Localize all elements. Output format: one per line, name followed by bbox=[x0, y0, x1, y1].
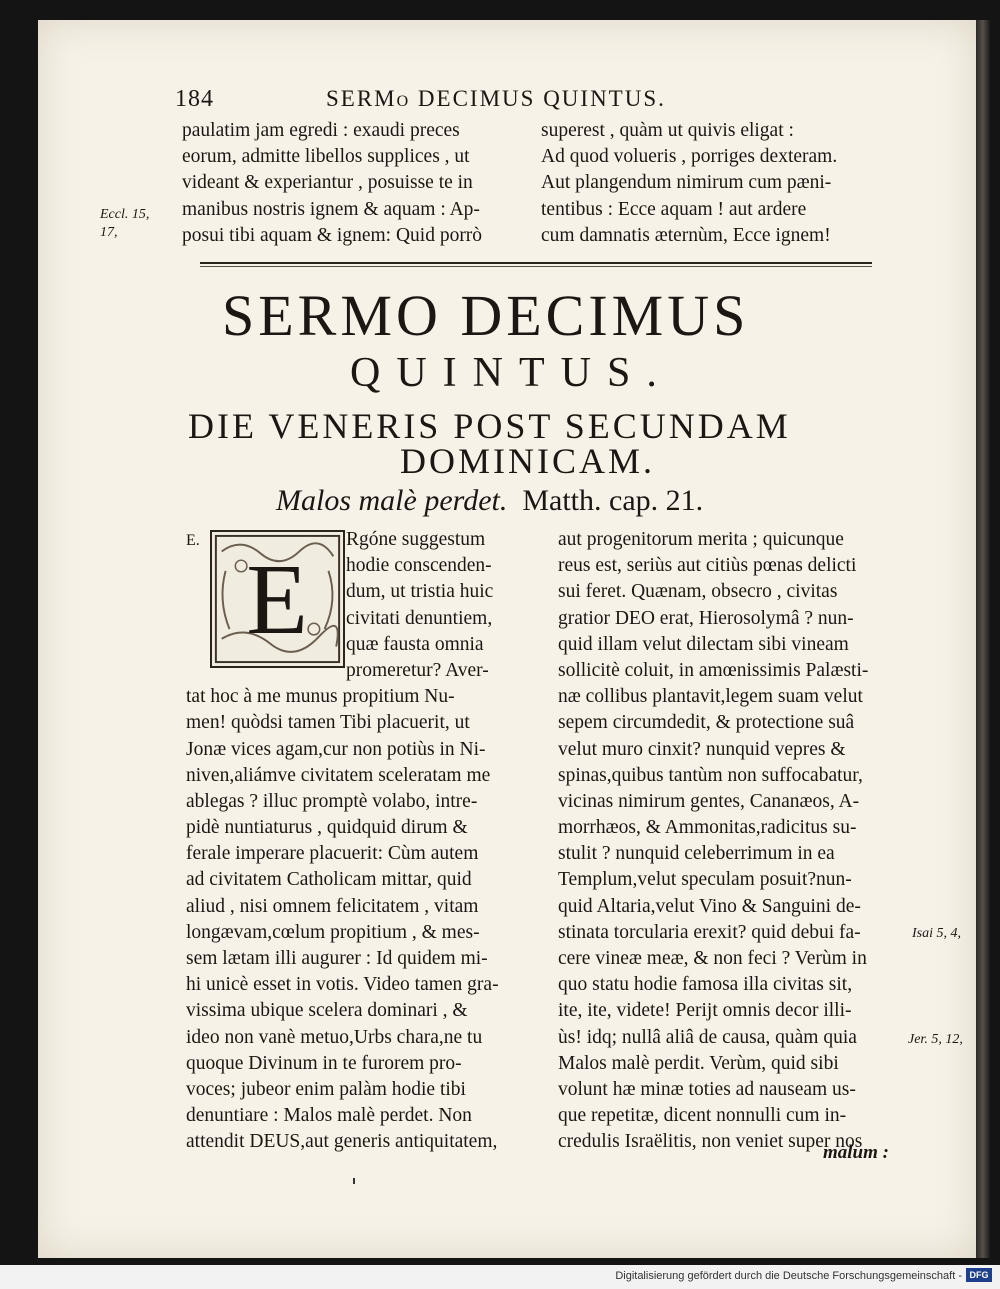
margin-note-eccl: Eccl. 15, 17, bbox=[100, 207, 150, 240]
text-line: reus est, seriùs aut citiùs pœnas delicti bbox=[558, 555, 857, 577]
text-line: aut progenitorum merita ; quicunque bbox=[558, 529, 844, 550]
text-line: ite, ite, videte! Perijt omnis decor illi- bbox=[558, 1000, 852, 1022]
text-line: quoque Divinum in te furorem pro- bbox=[186, 1052, 462, 1074]
text-line: stulit ? nunquid celeberrimum in ea bbox=[558, 843, 835, 865]
body-left-column bbox=[186, 527, 536, 1156]
text-line: promeretur? Aver- bbox=[346, 659, 489, 681]
text-line: eorum, admitte libellos supplices , ut bbox=[182, 146, 470, 168]
margin-note-isai: Isai 5, 4, bbox=[912, 926, 961, 941]
text-line: vissima ubique scelera dominari , & bbox=[186, 1000, 468, 1022]
running-title: SERMo DECIMUS QUINTUS. bbox=[326, 86, 666, 111]
text-line: posui tibi aquam & ignem: Quid porrò bbox=[182, 224, 483, 246]
text-line: næ collibus plantavit,legem suam velut bbox=[558, 686, 863, 708]
text-line: Rgóne suggestum bbox=[346, 529, 486, 550]
text-line: Templum,velut speculam posuit?nun- bbox=[558, 869, 852, 891]
sermon-subtitle: DIE VENERIS POST SECUNDAM bbox=[188, 406, 791, 446]
text-line: ablegas ? illuc promptè volabo, intre- bbox=[186, 790, 478, 812]
text-line: ùs! idq; nullâ aliâ de causa, quàm quia bbox=[558, 1026, 857, 1048]
text-line: cere vineæ meæ, & non feci ? Verùm in bbox=[558, 948, 867, 969]
sermon-title-2: QUINTUS. bbox=[350, 350, 673, 396]
text-line: sem lætam illi augurer : Id quidem mi- bbox=[186, 948, 488, 969]
text-line: gratior DEO erat, Hierosolymâ ? nun- bbox=[558, 607, 854, 629]
page-edge bbox=[976, 20, 990, 1258]
margin-note-jer: Jer. 5, 12, bbox=[908, 1032, 963, 1047]
text-line: superest , quàm ut quivis eligat : bbox=[541, 120, 794, 141]
text-line: Malos malè perdit. Verùm, quid sibi bbox=[558, 1052, 839, 1074]
catchword: malum : bbox=[823, 1142, 889, 1163]
text-line: velut muro cinxit? nunquid vepres & bbox=[558, 738, 846, 760]
text-line: que repetitæ, dicent nonnulli cum in- bbox=[558, 1105, 847, 1127]
text-line: paulatim jam egredi : exaudi preces bbox=[182, 120, 460, 141]
text-line: hodie conscenden- bbox=[346, 555, 492, 577]
funding-notice: Digitalisierung gefördert durch die Deutsche Forschungsgemeinschaft - bbox=[615, 1270, 962, 1282]
text-line: cum damnatis æternùm, Ecce ignem! bbox=[541, 224, 831, 246]
text-line: quo statu hodie famosa illa civitas sit, bbox=[558, 974, 853, 996]
text-line: denuntiare : Malos malè perdet. Non bbox=[186, 1105, 472, 1127]
top-left-column bbox=[182, 118, 537, 249]
text-line: voces; jubeor enim palàm hodie tibi bbox=[186, 1078, 466, 1100]
page-number: 184 bbox=[175, 86, 214, 112]
text-line: videant & experiantur , posuisse te in bbox=[182, 172, 473, 194]
text-line: hi unicè esset in votis. Video tamen gra- bbox=[186, 974, 499, 996]
page-mark bbox=[353, 1178, 355, 1184]
top-right-column bbox=[541, 118, 906, 249]
text-line: volunt hæ minæ toties ad nauseam us- bbox=[558, 1078, 856, 1100]
text-line: ad civitatem Catholicam mittar, quid bbox=[186, 869, 472, 891]
text-line: vicinas nimirum gentes, Cananæos, A- bbox=[558, 790, 860, 812]
text-line: morrhæos, & Ammonitas,radicitus su- bbox=[558, 817, 857, 839]
text-line: aliud , nisi omnem felicitatem , vitam bbox=[186, 895, 479, 917]
initial-letter: E bbox=[246, 542, 308, 655]
text-line: tentibus : Ecce aquam ! aut ardere bbox=[541, 198, 807, 220]
text-line: stinata torcularia erexit? quid debui fa- bbox=[558, 921, 861, 943]
epigraph: Malos malè perdet. bbox=[276, 484, 508, 517]
text-line: Aut plangendum nimirum cum pæni- bbox=[541, 172, 832, 194]
text-line: ideo non vanè metuo,Urbs chara,ne tu bbox=[186, 1026, 483, 1048]
text-line: longævam,cœlum propitium , & mes- bbox=[186, 921, 480, 943]
text-line: sepem circumdedit, & protectione suâ bbox=[558, 712, 855, 734]
text-line: spinas,quibus tantùm non suffocabatur, bbox=[558, 764, 863, 786]
sermon-subtitle-2: DOMINICAM. bbox=[400, 441, 655, 481]
small-initial: E. bbox=[186, 532, 200, 549]
dfg-logo-icon[interactable]: DFG bbox=[966, 1268, 992, 1282]
text-line: ferale imperare placuerit: Cùm autem bbox=[186, 843, 479, 865]
text-line: Ad quod volueris , porriges dexteram. bbox=[541, 146, 838, 168]
text-line: quid illam velut dilectam sibi vineam bbox=[558, 633, 849, 655]
text-line: quid Altaria,velut Vino & Sanguini de- bbox=[558, 895, 861, 917]
text-line: quæ fausta omnia bbox=[346, 633, 484, 655]
text-line: dum, ut tristia huic bbox=[346, 581, 494, 603]
text-line: manibus nostris ignem & aquam : Ap- bbox=[182, 198, 480, 220]
text-line: attendit DEUS,aut generis antiquitatem, bbox=[186, 1131, 498, 1153]
text-line: credulis Israëlitis, non veniet super nos bbox=[558, 1131, 863, 1153]
text-line: men! quòdsi tamen Tibi placuerit, ut bbox=[186, 712, 470, 734]
text-line: niven,aliámve civitatem sceleratam me bbox=[186, 764, 491, 786]
scripture-reference: Matth. cap. 21. bbox=[522, 484, 704, 517]
text-line: sollicitè coluit, in amœnissimis Palæsti- bbox=[558, 659, 869, 681]
section-rule-thin bbox=[200, 266, 872, 267]
text-line: sui feret. Quænam, obsecro , civitas bbox=[558, 581, 838, 603]
text-line: civitati denuntiem, bbox=[346, 607, 493, 629]
sermon-title: SERMO DECIMUS bbox=[222, 283, 750, 348]
text-line: pidè nuntiaturus , quidquid dirum & bbox=[186, 817, 468, 839]
body-right-column bbox=[558, 527, 913, 1156]
text-line: Jonæ vices agam,cur non potiùs in Ni- bbox=[186, 738, 486, 760]
epigraph-line bbox=[276, 484, 703, 518]
text-line: tat hoc à me munus propitium Nu- bbox=[186, 686, 455, 708]
section-rule bbox=[200, 262, 872, 264]
